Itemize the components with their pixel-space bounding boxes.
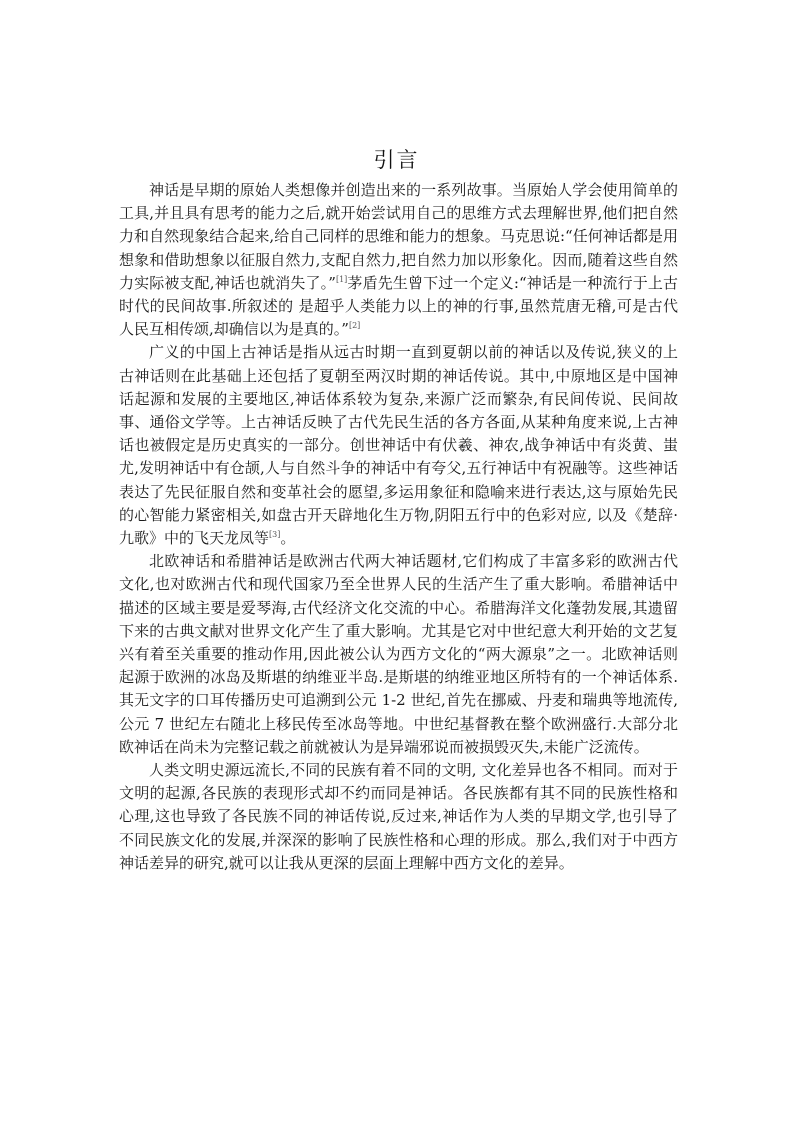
paragraph-2 bbox=[119, 341, 678, 550]
paragraph-4 bbox=[119, 759, 678, 875]
paragraph-text: 。 bbox=[280, 529, 296, 548]
paragraph-text: 人类文明史源远流长,不同的民族有着不同的文明, 文化差异也各不相同。而对于文明的起源,各民族的表现形式却不约而同是神话。各民族都有其不同的民族性格和心理,这也导致了各民族不同的神话传说,反过来,神话作为人类的早期文学,也引导了不同民族文化的发展,并深深的影响了民族性格和心理的形成。那么,我们对于中西方神话差异的研究,就可以让我从更深的层面上理解中西方文化的差异。 bbox=[119, 761, 678, 872]
paragraph-text: 广义的中国上古神话是指从远古时期一直到夏朝以前的神话以及传说,狭义的上古神话则在此基础上还包括了夏朝至两汉时期的神话传说。其中,中原地区是中国神话起源和发展的主要地区,神话体系较为复杂,来源广泛而繁杂,有民间传说、民间故事、通俗文学等。上古神话反映了古代先民生活的各方各面,从某种角度来说,上古神话也被假定是历史真实的一部分。创世神话中有伏羲、神农,战争神话中有炎黄、蚩尤,发明神话中有仓颉,人与自然斗争的神话中有夸父,五行神话中有祝融等。这些神话表达了先民征服自然和变革社会的愿望,多运用象征和隐喻来进行表达,这与原始先民的心智能力紧密相关,如盘古开天辟地化生万物,阴阳五行中的色彩对应, 以及《楚辞·九歌》中的飞天龙凤等 bbox=[119, 343, 678, 548]
paragraph-3 bbox=[119, 550, 678, 759]
citation-ref-3: [3] bbox=[269, 530, 281, 540]
paragraph-text: 神话是早期的原始人类想像并创造出来的一系列故事。当原始人学会使用简单的工具,并且具有思考的能力之后,就开始尝试用自己的思维方式去理解世界,他们把自然力和自然现象结合起来,给自己同样的思维和能力的想象。马克思说:“任何神话都是用想象和借助想象以征服自然力,支配自然力,把自然力加以形象化。因而,随着这些自然力实际被支配,神话也就消失了。” bbox=[119, 181, 678, 292]
paragraph-text: 茅盾先生曾下过一个定义:“神话是一种流行于上古时代的民间故事.所叙述的 是超乎人类能力以上的神的行事,虽然荒唐无稽,可是古代 人民互相传颂,却确信以为是真的。” bbox=[119, 273, 678, 339]
page-title: 引言 bbox=[373, 148, 420, 172]
document-body bbox=[119, 179, 678, 875]
paragraph-1 bbox=[119, 179, 678, 341]
citation-ref-1: [1] bbox=[335, 274, 348, 284]
citation-ref-2: [2] bbox=[348, 321, 361, 331]
paragraph-text: 北欧神话和希腊神话是欧洲古代两大神话题材,它们构成了丰富多彩的欧洲古代文化,也对欧洲古代和现代国家乃至全世界人民的生活产生了重大影响。希腊神话中描述的区域主要是爱琴海,古代经济文化交流的中心。希腊海洋文化蓬勃发展,其遗留下来的古典文献对世界文化产生了重大影响。尤其是它对中世纪意大利开始的文艺复兴有着至关重要的推动作用,因此被公认为西方文化的“两大源泉”之一。北欧神话则起源于欧洲的冰岛及斯堪的纳维亚半岛.是斯堪的纳维亚地区所特有的一个神话体系.其无文字的口耳传播历史可追溯到公元 1-2 世纪,首先在挪威、丹麦和瑞典等地流传,公元 7 世纪左右随北上移民传至冰岛等地。中世纪基督教在整个欧洲盛行.大部分北欧神话在尚未为完整记载之前就被认为是异端邪说而被损毁灭失,未能广泛流传。 bbox=[119, 552, 678, 756]
